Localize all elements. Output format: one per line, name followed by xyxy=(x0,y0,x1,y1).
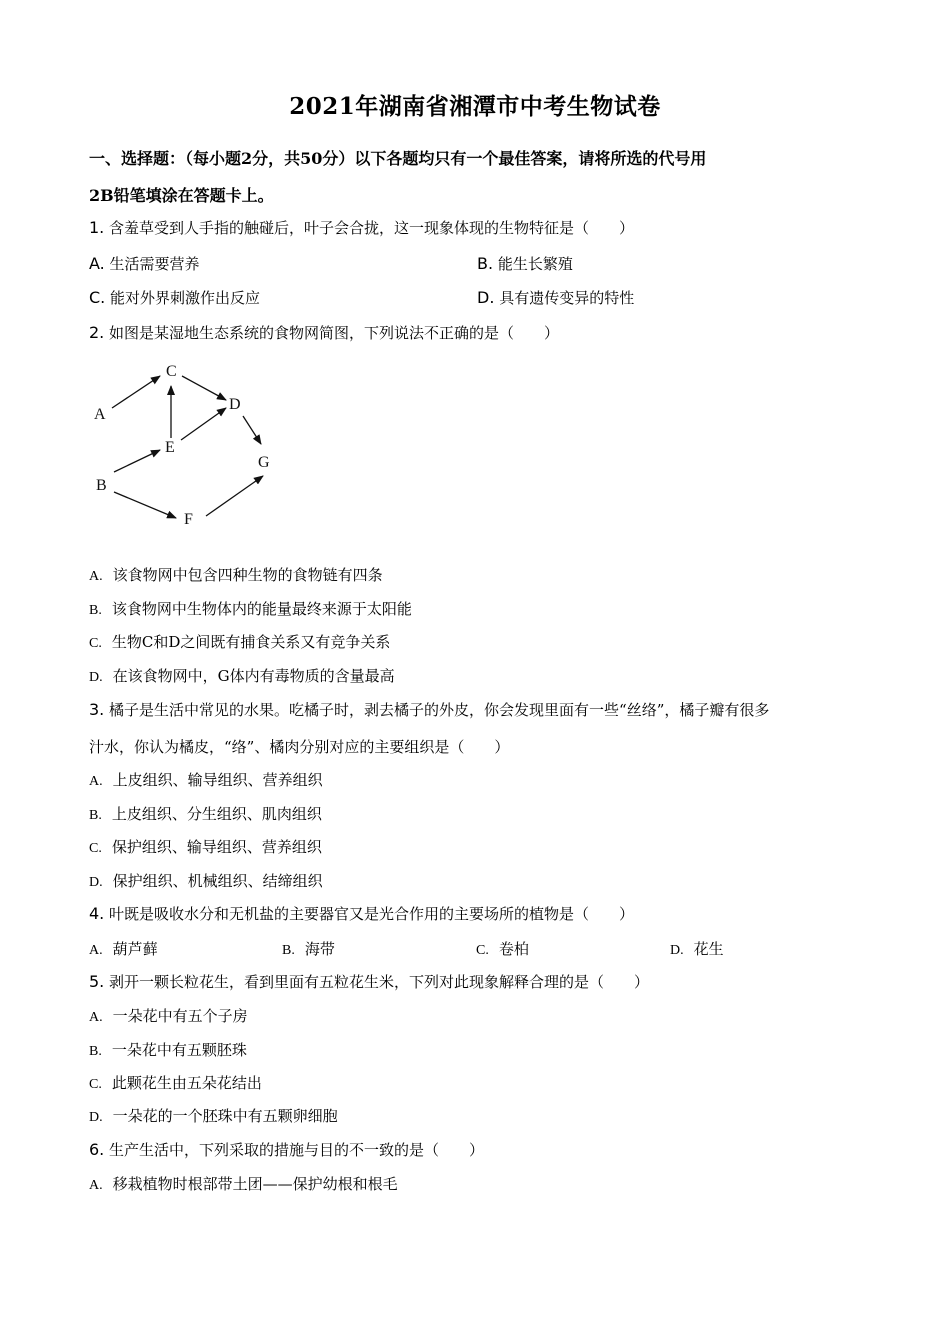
option-text: 该食物网中生物体内的能量最终来源于太阳能 xyxy=(111,600,412,618)
question-stem-line1: 橘子是生活中常见的水果。吃橘子时，剥去橘子的外皮，你会发现里面有一些“丝络”，橘子瓣有很多 xyxy=(109,701,770,719)
q5-option-b xyxy=(89,1039,247,1060)
q4-option-a xyxy=(89,938,158,959)
question-number: 3. xyxy=(89,700,105,719)
option-text: 保护组织、机械组织、结缔组织 xyxy=(112,872,323,890)
option-letter: B. xyxy=(282,943,295,958)
option-text: 移栽植物时根部带土团——保护幼根和根毛 xyxy=(112,1175,398,1193)
page-title: 2021年湖南省湘潭市中考生物试卷 xyxy=(289,93,661,120)
option-letter: A. xyxy=(89,1178,103,1193)
section-instructions-line2: 2B铅笔填涂在答题卡上。 xyxy=(89,186,274,205)
option-letter: C. xyxy=(89,1077,102,1092)
question-6 xyxy=(89,1139,484,1160)
section-instructions-line1: 一、选择题：（每小题2分，共50分）以下各题均只有一个最佳答案，请将所选的代号用 xyxy=(89,149,707,168)
option-letter: D. xyxy=(89,875,103,890)
option-text: 上皮组织、分生组织、肌肉组织 xyxy=(111,805,322,823)
question-stem: 剥开一颗长粒花生，看到里面有五粒花生米，下列对此现象解释合理的是（ ） xyxy=(109,973,650,991)
option-text: 具有遗传变异的特性 xyxy=(499,289,635,307)
option-text: 上皮组织、输导组织、营养组织 xyxy=(112,771,323,789)
option-text: 保护组织、输导组织、营养组织 xyxy=(111,838,322,856)
option-text: 一朵花的一个胚珠中有五颗卵细胞 xyxy=(112,1107,338,1125)
option-text: 此颗花生由五朵花结出 xyxy=(111,1074,262,1092)
arrow-d-to-g xyxy=(243,416,261,444)
q6-option-a xyxy=(89,1173,398,1194)
option-text: 卷柏 xyxy=(498,940,529,958)
node-e-label: E xyxy=(165,439,175,456)
question-number: 5. xyxy=(89,972,105,991)
q4-option-c xyxy=(476,938,529,959)
q4-option-b xyxy=(282,938,335,959)
q4-option-d xyxy=(670,938,724,959)
question-number: 6. xyxy=(89,1140,105,1159)
option-letter: A. xyxy=(89,943,103,958)
option-text: 生活需要营养 xyxy=(109,255,200,273)
food-web-diagram xyxy=(88,358,288,530)
option-letter: B. xyxy=(477,254,494,273)
option-text: 该食物网中包含四种生物的食物链有四条 xyxy=(112,566,383,584)
question-stem: 如图是某湿地生态系统的食物网简图，下列说法不正确的是（ ） xyxy=(109,324,560,342)
node-d-label: D xyxy=(229,396,241,413)
q3-option-c xyxy=(89,836,322,857)
q5-option-a xyxy=(89,1005,248,1026)
question-3 xyxy=(89,699,769,720)
option-letter: A. xyxy=(89,774,103,789)
option-letter: C. xyxy=(89,841,102,856)
option-text: 在该食物网中，G体内有毒物质的含量最高 xyxy=(112,667,395,685)
q1-option-c xyxy=(89,287,260,308)
question-5 xyxy=(89,971,649,992)
node-f-label: F xyxy=(184,511,193,528)
q1-option-a xyxy=(89,253,200,274)
option-letter: A. xyxy=(89,254,105,273)
option-letter: C. xyxy=(89,288,106,307)
q2-option-d xyxy=(89,665,395,686)
q3-option-b xyxy=(89,803,322,824)
arrow-b-to-f xyxy=(114,492,176,518)
option-text: 生物C和D之间既有捕食关系又有竞争关系 xyxy=(111,633,391,651)
question-stem: 含羞草受到人手指的触碰后，叶子会合拢，这一现象体现的生物特征是（ ） xyxy=(109,219,635,237)
question-stem: 生产生活中，下列采取的措施与目的不一致的是（ ） xyxy=(109,1141,485,1159)
q3-option-d xyxy=(89,870,323,891)
question-number: 4. xyxy=(89,904,105,923)
option-letter: A. xyxy=(89,569,103,584)
question-number: 2. xyxy=(89,323,105,342)
arrow-e-to-d xyxy=(181,408,226,440)
question-3-continued xyxy=(89,736,509,757)
node-a-label: A xyxy=(94,406,106,423)
node-c-label: C xyxy=(166,363,177,380)
option-text: 葫芦藓 xyxy=(112,940,158,958)
arrow-c-to-d xyxy=(182,376,226,400)
option-text: 一朵花中有五颗胚珠 xyxy=(111,1041,247,1059)
question-number: 1. xyxy=(89,218,105,237)
q3-option-a xyxy=(89,769,323,790)
arrow-f-to-g xyxy=(206,476,263,516)
question-1 xyxy=(89,217,634,238)
option-letter: C. xyxy=(89,636,102,651)
option-text: 能生长繁殖 xyxy=(497,255,573,273)
node-g-label: G xyxy=(258,454,270,471)
option-letter: B. xyxy=(89,1044,102,1059)
option-letter: A. xyxy=(89,1010,103,1025)
q5-option-c xyxy=(89,1072,262,1093)
option-letter: D. xyxy=(89,670,103,685)
option-letter: D. xyxy=(477,288,495,307)
arrow-a-to-c xyxy=(112,376,160,408)
option-letter: C. xyxy=(476,943,489,958)
option-text: 能对外界刺激作出反应 xyxy=(110,289,261,307)
arrow-b-to-e xyxy=(114,450,160,472)
q2-option-c xyxy=(89,631,390,652)
q1-option-d xyxy=(477,287,634,308)
option-text: 花生 xyxy=(693,940,724,958)
question-stem-line2: 汁水，你认为橘皮，“络”、橘肉分别对应的主要组织是（ ） xyxy=(89,738,510,756)
question-2 xyxy=(89,322,559,343)
q2-option-a xyxy=(89,564,383,585)
question-4 xyxy=(89,903,634,924)
option-letter: B. xyxy=(89,808,102,823)
q2-option-b xyxy=(89,598,412,619)
option-text: 海带 xyxy=(304,940,335,958)
option-letter: D. xyxy=(89,1110,103,1125)
node-b-label: B xyxy=(96,477,107,494)
option-text: 一朵花中有五个子房 xyxy=(112,1007,248,1025)
question-stem: 叶既是吸收水分和无机盐的主要器官又是光合作用的主要场所的植物是（ ） xyxy=(109,905,635,923)
q1-option-b xyxy=(477,253,573,274)
option-letter: D. xyxy=(670,943,684,958)
option-letter: B. xyxy=(89,603,102,618)
q5-option-d xyxy=(89,1105,338,1126)
